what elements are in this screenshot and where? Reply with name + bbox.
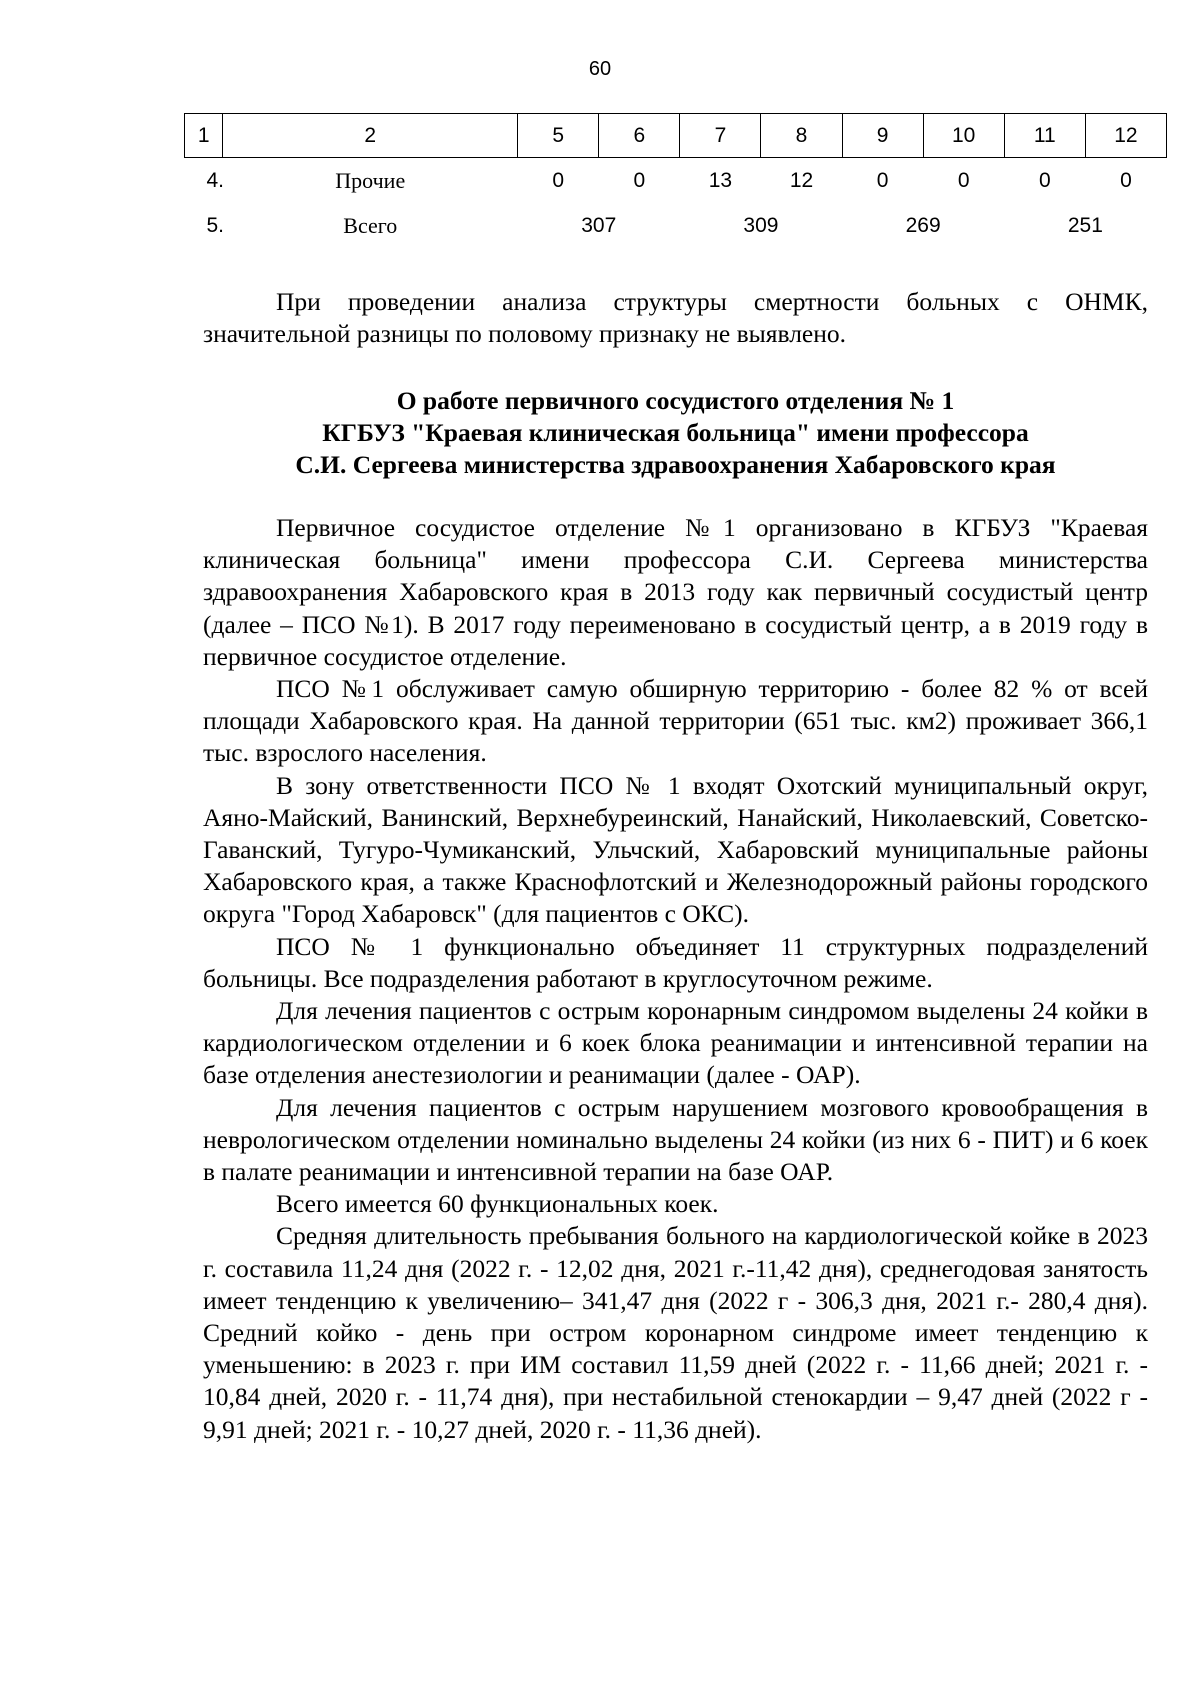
- table-cell: 0: [1038, 168, 1051, 192]
- body-text: [203, 512, 1148, 1446]
- table-cell: 0: [552, 168, 565, 192]
- table-cell: 0: [633, 168, 646, 192]
- table-header-cell: 7: [680, 114, 761, 158]
- table-header-cell: 6: [599, 114, 680, 158]
- paragraph: Всего имеется 60 функциональных коек.: [276, 1189, 719, 1219]
- table-header-cell: 9: [842, 114, 923, 158]
- table-header-cell: 10: [923, 114, 1004, 158]
- heading-line: С.И. Сергеева министерства здравоохранения Хабаровского края: [295, 450, 1056, 480]
- total-cell: 307: [581, 213, 617, 237]
- paragraph: ПСО № 1 функционально объединяет 11 структурных подразделений больницы. Все подразделения работают в круглосуточном режиме.: [203, 931, 1148, 993]
- table-cell: 0: [957, 168, 970, 192]
- table-cell: 0: [1120, 168, 1132, 192]
- table-header-cell: 11: [1004, 114, 1085, 158]
- table-cell: 0: [876, 168, 889, 192]
- paragraph: ПСО №1 обслуживает самую обширную территорию - более 82 % от всей площади Хабаровского края. На данной территории (651 тыс. км2) проживает 366,1 тыс. взрослого населения.: [203, 674, 1148, 768]
- table-cell: 12: [789, 168, 814, 192]
- table-header-cell: 5: [518, 114, 599, 158]
- table-header-cell: 1: [185, 114, 223, 158]
- total-cell: 309: [743, 213, 779, 237]
- row-label: Прочие: [335, 167, 406, 193]
- table-row: [185, 203, 1167, 248]
- page-number: 60: [588, 58, 612, 80]
- statistics-table: [184, 113, 1167, 248]
- intro-paragraph: При проведении анализа структуры смертности больных с ОНМК, значительной разницы по половому признаку не выявлено.: [203, 287, 1148, 349]
- row-number: 4.: [206, 168, 225, 192]
- table-header-cell: 8: [761, 114, 842, 158]
- table-cell: 13: [708, 168, 733, 192]
- table-header-cell: 2: [223, 114, 518, 158]
- paragraph: Первичное сосудистое отделение №1 организовано в КГБУЗ "Краевая клиническая больница" имени профессора С.И. Сергеева министерства здравоохранения Хабаровского края в 2013 году как первичный сосудистый центр (далее – ПСО №1). В 2017 году переименовано в сосудистый центр, а в 2019 году в первичное сосудистое отделение.: [203, 513, 1148, 671]
- row-number: 5.: [206, 213, 225, 237]
- paragraph: Для лечения пациентов с острым коронарным синдромом выделены 24 койки в кардиологическом отделении и 6 коек блока реанимации и интенсивной терапии на базе отделения анестезиологии и реанимации (далее - ОАР).: [203, 996, 1148, 1090]
- table-row: [185, 158, 1167, 204]
- paragraph: В зону ответственности ПСО № 1 входят Охотский муниципальный округ, Аяно-Майский, Ванинский, Верхнебуреинский, Нанайский, Николаевский, Советско-Гаванский, Тугуро-Чумиканский, Ульчский, Хабаровский муниципальные районы Хабаровского края, а также Краснофлотский и Железнодорожный районы городского округа "Город Хабаровск" (для пациентов с ОКС).: [203, 770, 1148, 929]
- row-label: Всего: [343, 212, 398, 238]
- heading-line: КГБУЗ "Краевая клиническая больница" имени профессора: [322, 418, 1029, 448]
- table-header-row: [185, 114, 1167, 158]
- table-header-cell: 12: [1085, 114, 1166, 158]
- total-cell: 269: [905, 213, 941, 237]
- heading-line: О работе первичного сосудистого отделения № 1: [396, 386, 955, 415]
- paragraph: Средняя длительность пребывания больного на кардиологической койке в 2023 г. составила 11,24 дня (2022 г. - 12,02 дня, 2021 г.-11,42 дня), среднегодовая занятость имеет тенденцию к увеличению– 341,47 дня (2022 г - 306,3 дня, 2021 г.- 280,4 дня). Средний койко - день при остром коронарном синдроме имеет тенденцию к уменьшению: в 2023 г. при ИМ составил 11,59 дней (2022 г. - 11,66 дней; 2021 г. - 10,84 дней, 2020 г. - 11,74 дня), при нестабильной стенокардии – 9,47 дней (2022 г - 9,91 дней; 2021 г. - 10,27 дней, 2020 г. - 11,36 дней).: [203, 1221, 1148, 1444]
- intro-section: [203, 286, 1148, 350]
- paragraph: Для лечения пациентов с острым нарушением мозгового кровообращения в неврологическом отделении номинально выделены 24 койки (из них 6 - ПИТ) и 6 коек в палате реанимации и интенсивной терапии на базе ОАР.: [203, 1092, 1148, 1187]
- section-heading: [203, 385, 1148, 482]
- total-cell: 251: [1067, 213, 1103, 237]
